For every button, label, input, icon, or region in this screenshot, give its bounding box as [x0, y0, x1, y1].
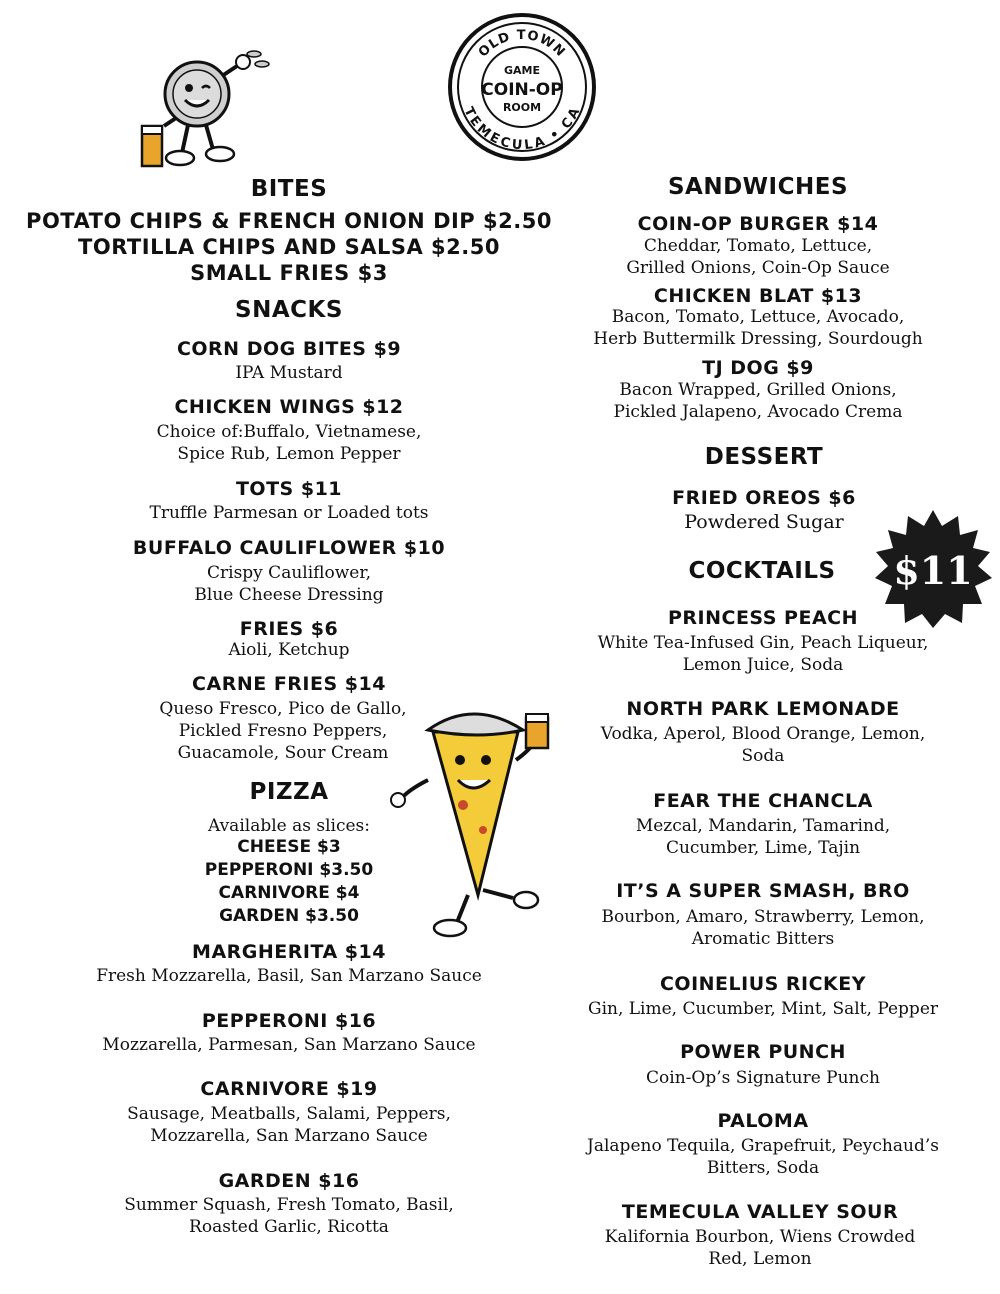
- cocktail-princess-peach-desc: White Tea-Infused Gin, Peach Liqueur, Lemon Juice, Soda: [597, 633, 929, 675]
- cocktail-coinelius-rickey: COINELIUS RICKEY: [659, 973, 867, 995]
- dessert-fried-oreos: FRIED OREOS $6: [672, 487, 856, 509]
- bites-item-small-fries: SMALL FRIES $3: [190, 261, 388, 285]
- slice-pepperoni: PEPPERONI $3.50: [204, 860, 374, 880]
- slice-cheese: CHEESE $3: [237, 837, 341, 857]
- snack-corn-dog-bites-desc: IPA Mustard: [235, 363, 343, 383]
- logo-bottom-text: TEMECULA • CA: [460, 104, 584, 154]
- logo-name: COIN-OP: [481, 80, 563, 100]
- pizza-garden-desc: Summer Squash, Fresh Tomato, Basil, Roasted Garlic, Ricotta: [124, 1195, 454, 1237]
- cocktail-temecula-valley-sour-desc: Kalifornia Bourbon, Wiens Crowded Red, Lemon: [604, 1227, 916, 1269]
- pizza-pepperoni-desc: Mozzarella, Parmesan, San Marzano Sauce: [102, 1035, 476, 1055]
- sandwich-tj-dog: TJ DOG $9: [702, 357, 814, 379]
- pizza-garden: GARDEN $16: [218, 1170, 360, 1192]
- cocktails-heading: COCKTAILS: [688, 558, 836, 584]
- logo-top-text: OLD TOWN: [475, 27, 569, 61]
- coin-op-logo: [447, 12, 597, 162]
- snack-fries: FRIES $6: [239, 618, 339, 640]
- pizza-slices: [205, 816, 373, 928]
- bites-item-chips-dip: POTATO CHIPS & FRENCH ONION DIP $2.50: [26, 209, 552, 233]
- pizza-pepperoni: PEPPERONI $16: [201, 1010, 377, 1032]
- cocktail-super-smash-bro: IT’S A SUPER SMASH, BRO: [616, 880, 910, 902]
- cocktail-north-park-lemonade-desc: Vodka, Aperol, Blood Orange, Lemon, Soda: [600, 724, 926, 766]
- cocktail-paloma-desc: Jalapeno Tequila, Grapefruit, Peychaud’s Bitters, Soda: [587, 1136, 939, 1178]
- pizza-carnivore-desc: Sausage, Meatballs, Salami, Peppers, Mozzarella, San Marzano Sauce: [127, 1104, 451, 1146]
- sandwich-chicken-blat-desc: Bacon, Tomato, Lettuce, Avocado, Herb Buttermilk Dressing, Sourdough: [593, 307, 923, 349]
- bites-heading: BITES: [250, 176, 328, 202]
- sandwiches-heading: SANDWICHES: [667, 174, 849, 200]
- cocktail-power-punch: POWER PUNCH: [680, 1041, 846, 1063]
- cocktail-super-smash-bro-desc: Bourbon, Amaro, Strawberry, Lemon, Aromatic Bitters: [601, 907, 925, 949]
- sandwich-tj-dog-desc: Bacon Wrapped, Grilled Onions, Pickled Jalapeno, Avocado Crema: [613, 380, 903, 422]
- cocktail-north-park-lemonade: NORTH PARK LEMONADE: [626, 698, 900, 720]
- pizza-heading: PIZZA: [249, 779, 329, 805]
- cocktail-price-badge: $11: [893, 548, 973, 593]
- cocktail-fear-the-chancla-desc: Mezcal, Mandarin, Tamarind, Cucumber, Lime, Tajin: [635, 816, 891, 858]
- cocktail-fear-the-chancla: FEAR THE CHANCLA: [653, 790, 873, 812]
- logo-game: GAME: [503, 64, 541, 77]
- snack-carne-fries-desc: Queso Fresco, Pico de Gallo, Pickled Fresno Peppers, Guacamole, Sour Cream: [159, 699, 407, 763]
- sandwich-coin-op-burger: COIN-OP BURGER $14: [637, 213, 879, 235]
- pizza-margherita-desc: Fresh Mozzarella, Basil, San Marzano Sauce: [96, 966, 482, 986]
- pizza-mascot-icon: [388, 700, 563, 940]
- snack-carne-fries: CARNE FRIES $14: [192, 673, 386, 695]
- sandwich-chicken-blat: CHICKEN BLAT $13: [653, 285, 863, 307]
- snacks-heading: SNACKS: [235, 297, 343, 323]
- cocktail-power-punch-desc: Coin-Op’s Signature Punch: [646, 1068, 880, 1088]
- snack-tots-desc: Truffle Parmesan or Loaded tots: [149, 503, 429, 523]
- snack-fries-desc: Aioli, Ketchup: [228, 640, 350, 660]
- slice-carnivore: CARNIVORE $4: [218, 883, 360, 903]
- snack-tots: TOTS $11: [235, 478, 343, 500]
- price-starburst-icon: [872, 508, 994, 630]
- bites-item-tortilla-chips: TORTILLA CHIPS AND SALSA $2.50: [78, 235, 500, 259]
- cocktail-paloma: PALOMA: [717, 1110, 809, 1132]
- cocktail-princess-peach: PRINCESS PEACH: [667, 607, 859, 629]
- slice-garden: GARDEN $3.50: [219, 906, 359, 926]
- coin-mascot-icon: [122, 46, 272, 176]
- snack-chicken-wings: CHICKEN WINGS $12: [174, 396, 404, 418]
- cocktail-coinelius-rickey-desc: Gin, Lime, Cucumber, Mint, Salt, Pepper: [587, 999, 939, 1019]
- sandwich-coin-op-burger-desc: Cheddar, Tomato, Lettuce, Grilled Onions, Coin-Op Sauce: [626, 236, 890, 278]
- pizza-carnivore: CARNIVORE $19: [200, 1078, 378, 1100]
- pizza-margherita: MARGHERITA $14: [192, 941, 386, 963]
- snack-buffalo-cauliflower-desc: Crispy Cauliflower, Blue Cheese Dressing: [194, 563, 384, 605]
- dessert-fried-oreos-desc: Powdered Sugar: [684, 511, 844, 533]
- logo-room: ROOM: [502, 101, 542, 114]
- snack-chicken-wings-desc: Choice of:Buffalo, Vietnamese, Spice Rub, Lemon Pepper: [156, 422, 422, 464]
- snack-corn-dog-bites: CORN DOG BITES $9: [176, 338, 402, 360]
- snack-buffalo-cauliflower: BUFFALO CAULIFLOWER $10: [132, 537, 446, 559]
- cocktail-temecula-valley-sour: TEMECULA VALLEY SOUR: [621, 1201, 899, 1223]
- pizza-slices-label: Available as slices:: [207, 816, 371, 836]
- dessert-heading: DESSERT: [704, 444, 824, 470]
